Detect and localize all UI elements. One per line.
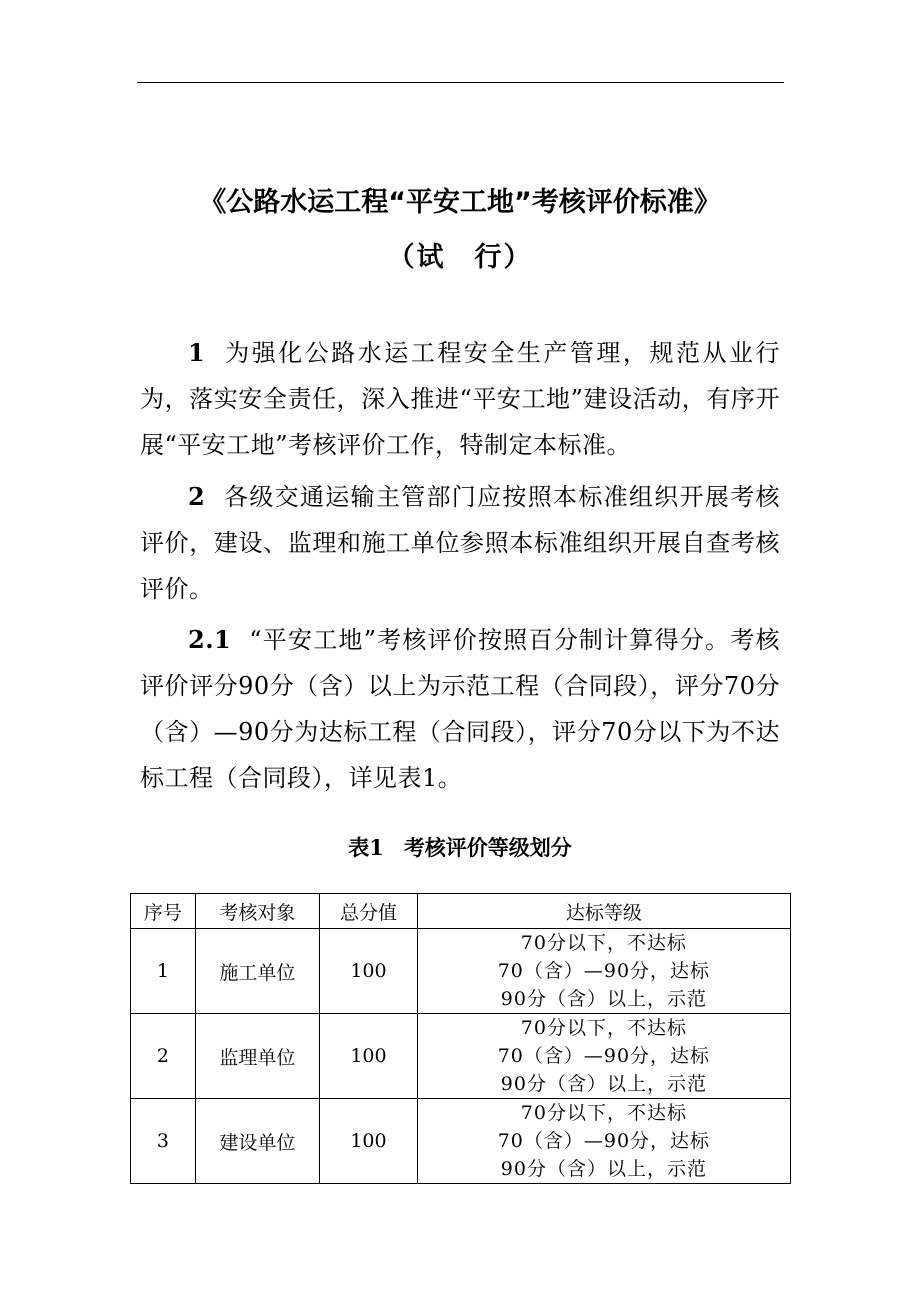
- level-line: 90分（含）以上，示范: [500, 988, 707, 1010]
- cell-total: 100: [320, 1014, 418, 1099]
- cell-levels: [417, 1099, 790, 1184]
- cell-no: 1: [131, 929, 196, 1014]
- header-cell-level: 达标等级: [417, 894, 790, 929]
- table-row: [131, 1014, 791, 1099]
- header-cell-no: 序号: [131, 894, 196, 929]
- cell-object: 监理单位: [195, 1014, 319, 1099]
- cell-total: 100: [320, 929, 418, 1014]
- document-subtitle: （试 行）: [387, 242, 533, 273]
- level-line: 70分以下，不达标: [520, 1017, 687, 1039]
- cell-levels: [417, 929, 790, 1014]
- level-line: 70分以下，不达标: [520, 932, 687, 954]
- paragraph-text: “平安工地”考核评价按照百分制计算得分。考核评价评分90分（含）以上为示范工程（合同段），评分70分（含）—90分为达标工程（合同段），评分70分以下为不达标工程（合同段），详见表1。: [140, 626, 780, 792]
- table-header-row: [131, 894, 791, 929]
- table-row: [131, 1099, 791, 1184]
- table-caption: [0, 832, 920, 862]
- level-line: 90分（含）以上，示范: [500, 1073, 707, 1095]
- header-rule: [137, 82, 784, 83]
- cell-no: 3: [131, 1099, 196, 1184]
- header-cell-total: 总分值: [320, 894, 418, 929]
- table-caption-number: 表1: [348, 835, 384, 860]
- paragraph-number: 2.1: [188, 625, 232, 654]
- paragraph-2: [140, 474, 780, 612]
- grade-table: [130, 893, 791, 1184]
- paragraph-number: 2: [188, 482, 206, 511]
- level-line: 70（含）—90分，达标: [497, 960, 711, 982]
- cell-object: 建设单位: [195, 1099, 319, 1184]
- level-line: 70（含）—90分，达标: [497, 1045, 711, 1067]
- level-line: 90分（含）以上，示范: [500, 1158, 707, 1180]
- cell-levels: [417, 1014, 790, 1099]
- paragraph-2-1: [140, 617, 780, 801]
- level-line: 70（含）—90分，达标: [497, 1130, 711, 1152]
- header-cell-object: 考核对象: [195, 894, 319, 929]
- document-title: 《公路水运工程“平安工地”考核评价标准》: [199, 187, 721, 218]
- table-caption-title: 考核评价等级划分: [403, 835, 572, 860]
- level-line: 70分以下，不达标: [520, 1102, 687, 1124]
- table-row: [131, 929, 791, 1014]
- paragraph-text: 各级交通运输主管部门应按照本标准组织开展考核评价，建设、监理和施工单位参照本标准组织开展自查考核评价。: [140, 483, 780, 603]
- cell-total: 100: [320, 1099, 418, 1184]
- paragraph-text: 为强化公路水运工程安全生产管理，规范从业行为，落实安全责任，深入推进“平安工地”建设活动，有序开展“平安工地”考核评价工作，特制定本标准。: [140, 339, 780, 459]
- paragraph-1: [140, 330, 780, 468]
- paragraph-number: 1: [188, 338, 206, 367]
- cell-object: 施工单位: [195, 929, 319, 1014]
- cell-no: 2: [131, 1014, 196, 1099]
